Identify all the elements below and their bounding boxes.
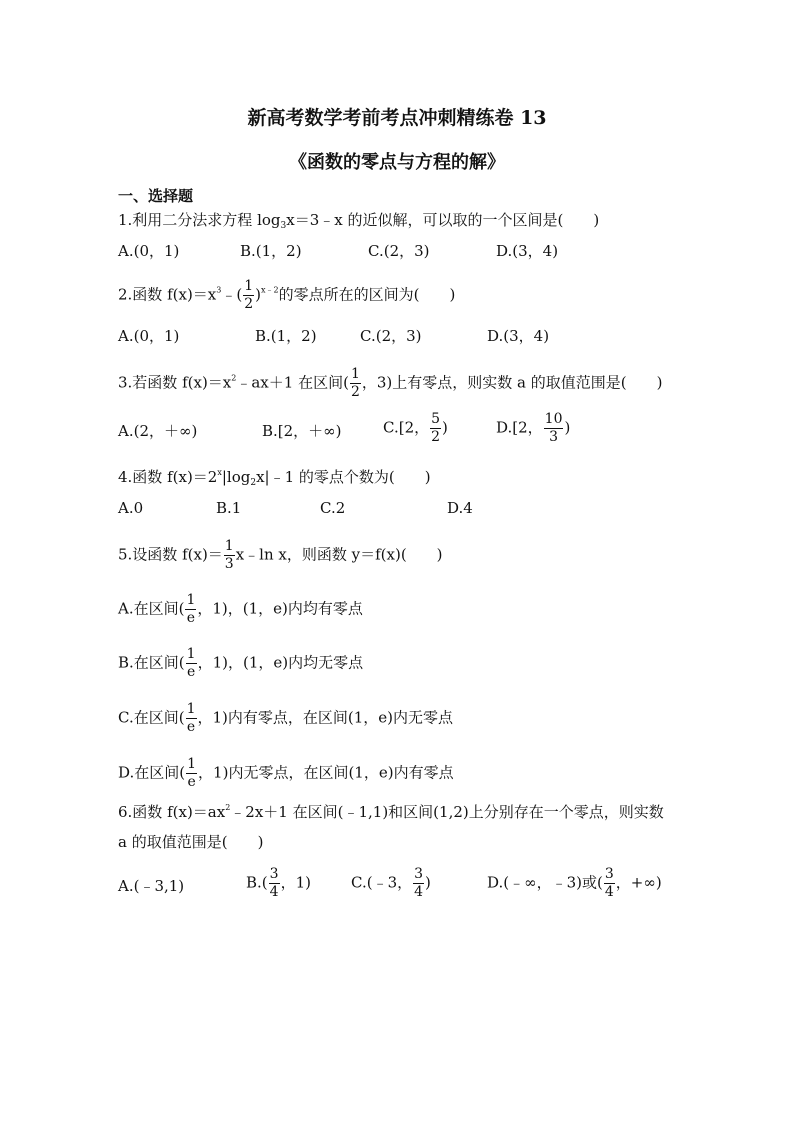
q2-option-a: A.(0，1) <box>118 327 180 345</box>
q4-option-a: A.0 <box>118 499 144 517</box>
q3-option-c: C.[2， $\frac{5}{2}$ ) <box>383 411 448 445</box>
q6-option-a: A.(﹣3,1) <box>118 877 185 895</box>
q6-option-d: D.(﹣∞，﹣3)或( $\frac{3}{4}$ ，+∞) <box>487 866 662 900</box>
question-1: 1.利用二分法求方程 $\log_3x=3﹣x$ 的近似解，可以取的一个区间是( ) <box>118 211 600 231</box>
fraction: $\frac{1}{e}$ <box>187 756 197 790</box>
q2-option-c: C.(2，3) <box>360 327 422 345</box>
question-6-line-2: a 的取值范围是( ) <box>118 833 264 851</box>
page-subtitle: 《函数的零点与方程的解》 <box>289 152 505 173</box>
question-6: 6.函数 $f(x)=ax^2﹣2x+1$ 在区间(﹣1,1)和区间(1,2)上分别存在一个零点，则实数 <box>118 803 664 821</box>
q2-option-b: B.(1，2) <box>255 327 317 345</box>
fraction: $\frac{1}{e}$ <box>186 646 196 680</box>
fraction: $\frac{5}{2}$ <box>431 411 441 445</box>
q5-option-a: A.在区间( $\frac{1}{e}$ ，1)，(1，e)内均有零点 <box>118 592 363 626</box>
q5-option-c: C.在区间( $\frac{1}{e}$ ，1)内有零点，在区间(1，e)内无零点 <box>118 701 454 735</box>
q1-option-c: C.(2，3) <box>368 242 430 260</box>
fraction: $\frac{10}{3}$ <box>544 411 563 445</box>
fraction: $\frac{1}{3}$ <box>224 538 234 572</box>
q1-option-b: B.(1，2) <box>240 242 302 260</box>
q4-option-b: B.1 <box>216 499 242 517</box>
q1-option-a: A.(0，1) <box>118 242 180 260</box>
q6-option-c: C.(﹣3， $\frac{3}{4}$ ) <box>351 866 431 900</box>
q4-option-c: C.2 <box>320 499 346 517</box>
fraction: $\frac{1}{2}$ <box>350 366 360 400</box>
q3-option-d: D.[2， $\frac{10}{3}$ ) <box>496 411 571 445</box>
question-4: 4.函数 $f(x)=2^x|\log_2x|﹣1$ 的零点个数为( ) <box>118 468 431 488</box>
fraction: $\frac{1}{e}$ <box>186 592 196 626</box>
question-5: 5.设函数 f(x)＝ $\frac{1}{3}$ x﹣ln x，则函数 y＝f(x)( ) <box>118 538 443 572</box>
q6-option-b: B.( $\frac{3}{4}$ ，1) <box>246 866 311 900</box>
fraction: $\frac{3}{4}$ <box>604 866 614 900</box>
fraction: $\frac{3}{4}$ <box>414 866 424 900</box>
q4-option-d: D.4 <box>447 499 473 517</box>
question-3: 3.若函数 $f(x)=x^2﹣ax+1$ 在区间( $\frac{1}{2}$ ，3)上有零点，则实数 a 的取值范围是( ) <box>118 366 663 400</box>
fraction: $\frac{3}{4}$ <box>269 866 279 900</box>
q5-option-d: D.在区间( $\frac{1}{e}$ ，1)内无零点，在区间(1，e)内有零点 <box>118 756 454 790</box>
section-heading: 一、选择题 <box>118 187 194 205</box>
fraction: $\frac{1}{2}$ <box>244 278 254 312</box>
page-title: 新高考数学考前考点冲刺精练卷 13 <box>247 107 547 129</box>
q3-option-a: A.(2，＋∞) <box>118 422 198 440</box>
q5-option-b: B.在区间( $\frac{1}{e}$ ，1)，(1，e)内均无零点 <box>118 646 364 680</box>
q3-option-b: B.[2，＋∞) <box>262 422 342 440</box>
q2-option-d: D.(3，4) <box>487 327 550 345</box>
q1-option-d: D.(3，4) <box>496 242 559 260</box>
fraction: $\frac{1}{e}$ <box>186 701 196 735</box>
question-2: 2.函数 $f(x)=x^3﹣$( $\frac{1}{2}$ )$^{x﹣2}$的零点所在的区间为( ) <box>118 278 456 312</box>
